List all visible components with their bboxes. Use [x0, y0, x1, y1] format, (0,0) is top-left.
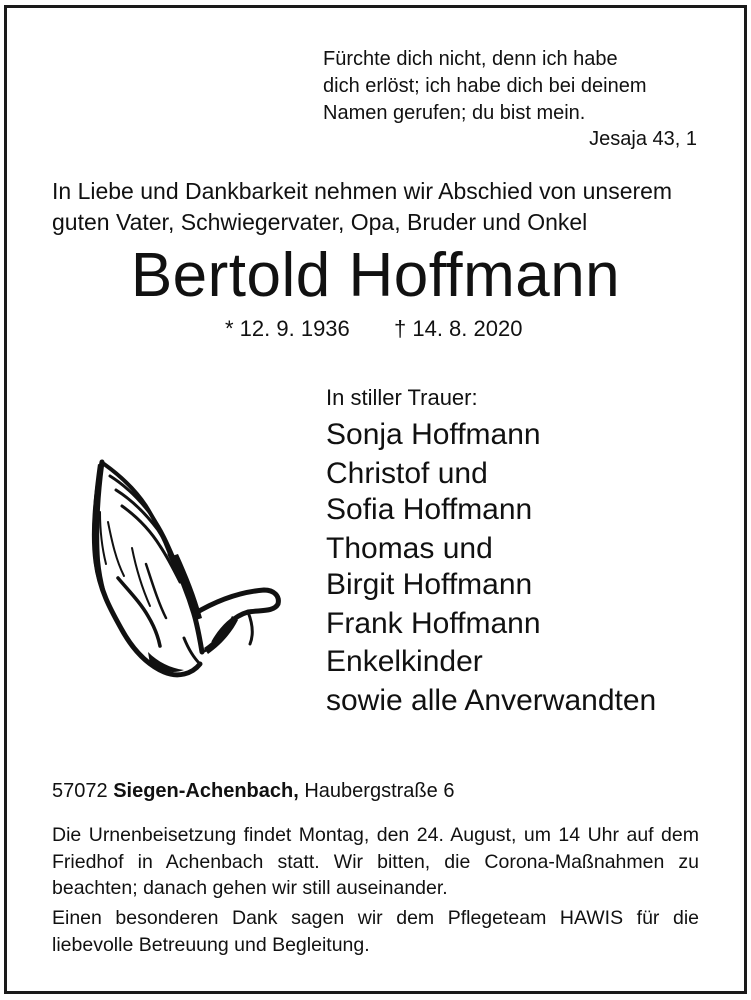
bible-verse: Fürchte dich nicht, denn ich habe dich erlöst; ich habe dich bei deinem Namen gerufen; du bist mein.	[323, 48, 647, 124]
mourner-line: Frank Hoffmann	[326, 606, 541, 640]
address-street: Haubergstraße 6	[304, 780, 455, 802]
death-date: † 14. 8. 2020	[394, 316, 523, 341]
praying-hands-icon	[88, 452, 283, 682]
mourner-line: Christof und	[326, 456, 488, 490]
verse-reference: Jesaja 43, 1	[589, 128, 697, 150]
deceased-name: Bertold Hoffmann	[130, 241, 621, 310]
mourner-line: Birgit Hoffmann	[326, 568, 533, 601]
burial-notice: Die Urnenbeisetzung findet Montag, den 24. August, um 14 Uhr auf dem Friedhof in Achenbach statt. Wir bitten, die Corona-Maßnahmen zu beachten; danach gehen wir still auseinander.	[52, 824, 699, 899]
mourner-line: sowie alle Anverwandten	[326, 683, 657, 717]
address-postcode: 57072	[52, 780, 108, 802]
mourner-line: Sofia Hoffmann	[326, 493, 533, 526]
address-town: Siegen-Achenbach,	[113, 780, 299, 802]
mourner-line: Sonja Hoffmann	[326, 418, 541, 451]
mourner-line: Enkelkinder	[326, 645, 483, 678]
thanks-notice: Einen besonderen Dank sagen wir dem Pflegeteam HAWIS für die liebevolle Betreuung und Begleitung.	[52, 907, 699, 956]
mourner-line: Thomas und	[326, 531, 493, 565]
mourners-list	[326, 417, 656, 719]
address	[52, 780, 454, 803]
intro-text: In Liebe und Dankbarkeit nehmen wir Abschied von unserem guten Vater, Schwiegervater, Opa, Bruder und Onkel	[52, 178, 673, 235]
birth-date: * 12. 9. 1936	[225, 316, 350, 341]
mourners-heading: In stiller Trauer:	[326, 385, 478, 410]
